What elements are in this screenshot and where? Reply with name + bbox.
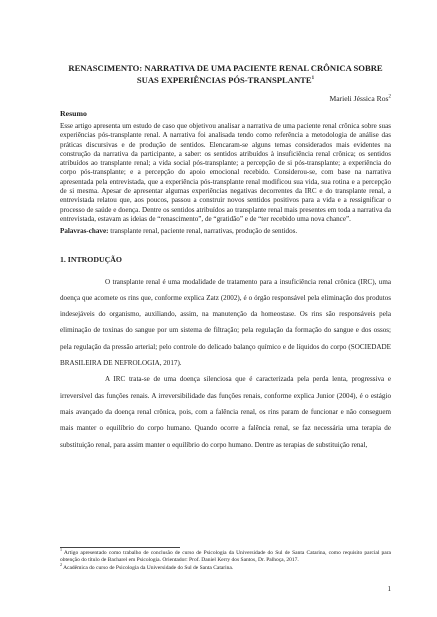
footnotes [60,547,391,573]
author-line [60,94,391,103]
keywords-line [60,227,391,236]
keywords-label: Palavras-chave: [60,227,109,236]
footnote-1-text: Artigo apresentado como trabalho de conclusão de curso de Psicologia da Universidade do Sul de Santa Catarina, como requisito parcial para obtenção do título de Bacharel em Psicologia. Orientador: Prof. Daniel Kerry dos Santos, Dr. Palhoça, 2017. [60,550,391,563]
author-footnote-mark: 2 [388,94,391,100]
abstract-heading: Resumo [60,109,87,118]
section-heading-introduction: 1. INTRODUÇÃO [60,254,122,264]
title-line-1: RENASCIMENTO: NARRATIVA DE UMA PACIENTE RENAL CRÔNICA SOBRE [68,63,383,73]
body-paragraph-1: O transplante renal é uma modalidade de tratamento para a insuficiência renal crônica (IRC), uma doença que acomete os rins que, conforme explica Zatz (2002), é o órgão responsável pela eliminação dos produtos indesejáveis do organismo, auxiliando, assim, na manutenção da homeostase. Os rins são responsáveis pela eliminação de toxinas do sangue por um sistema de filtração; pela regulação da formação do sangue e dos ossos; pela regulação da pressão arterial; pelo controle do delicado balanço químico e de líquidos do corpo (SOCIEDADE BRASILEIRA DE NEFROLOGIA, 2017). [60,277,391,368]
body-paragraph-2: A IRC trata-se de uma doença silenciosa que é caracterizada pela perda lenta, progressiva e irreversível das funções renais. A irreversibilidade das funções renais, conforme explica Junior (2004), é o estágio mais avançado da doença renal crônica, pois, com a falência renal, os rins param de funcionar e não conseguem mais manter o equilíbrio do corpo humano. Quando ocorre a falência renal, se faz necessária uma terapia de substituição renal, para assim manter o equilíbrio do corpo humano. Dentre as terapias de substituição renal, [60,375,391,449]
footnote-separator [60,547,180,548]
keywords-text: transplante renal, paciente renal, narrativas, produção de sentidos. [108,227,298,236]
footnote-2 [60,562,391,572]
page-number: 1 [387,585,391,593]
footnote-2-text: Acadêmica do curso de Psicologia da Universidade do Sul de Santa Catarina. [62,565,234,571]
footnote-2-mark: 2 [60,562,62,568]
title-line-2: SUAS EXPERIÊNCIAS PÓS-TRANSPLANTE [136,75,312,85]
title-footnote-mark: 1 [311,76,315,82]
footnote-1-mark: 1 [60,547,62,553]
paper-title [60,62,391,86]
footnote-1 [60,547,391,564]
abstract-text: Esse artigo apresenta um estudo de caso que objetivou analisar a narrativa de uma paciente renal crônica sobre suas experiências pós-transplante renal. A narrativa foi analisada tendo como referência a metodologia de análise das práticas discursivas e de produção de sentidos. Elencaram-se alguns temas considerados mais evidentes na construção da narrativa da participante, a saber: os sentidos atribuídos à insuficiência renal crônica; os sentidos atribuídos ao transplante renal; a vida social pós-transplante; a percepção de si pós-transplante; a experiência do corpo pós-transplante; e a percepção do apoio emocional recebido. Considerou-se, com base na narrativa apresentada pela entrevistada, que a experiência pós-transplante renal modificou sua vida, sua rotina e a percepção de si mesma. Apesar de apresentar algumas experiências negativas decorrentes da IRC e do transplante renal, a entrevistada relatou que, aos poucos, passou a construir novos sentidos positivos para a vida e a ressignificar o processo de saúde e doença. Dentre os sentidos atribuídos ao transplante renal mais presentes em toda a narrativa da entrevistada, estavam as ideias de “renascimento”, de “gratidão” e de “ter recebido uma nova chance”. [60,122,391,223]
author-name: Marieli Jéssica Ros [329,94,389,103]
